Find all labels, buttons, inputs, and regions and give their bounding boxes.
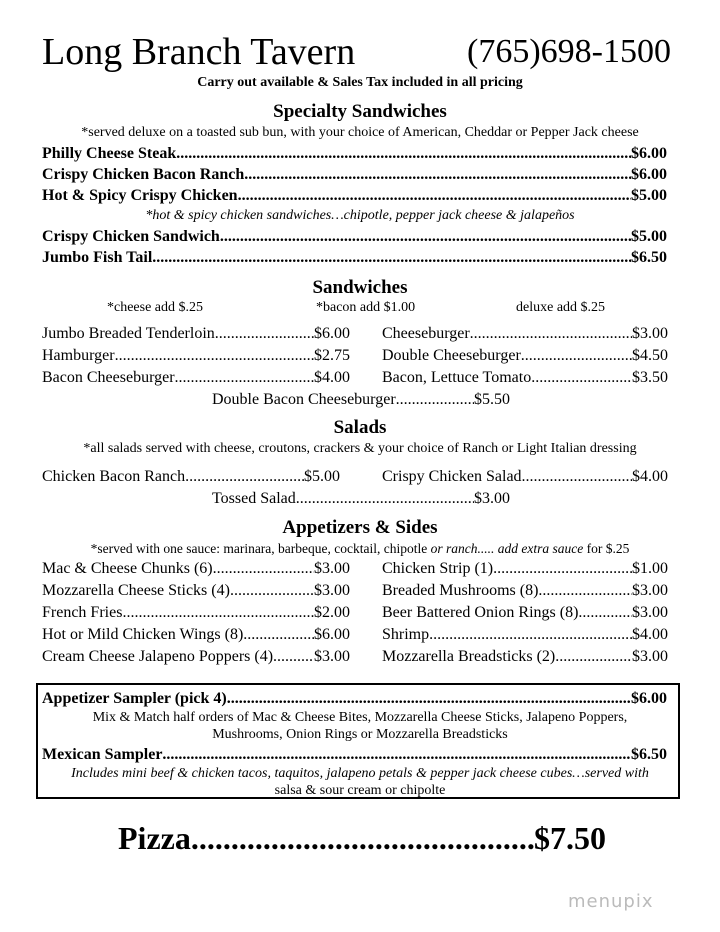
sampler-description: salsa & sour cream or chipolte [274, 783, 446, 798]
menu-item: Double Cheeseburger ..... $4.50 [382, 345, 668, 367]
sampler-description: Includes mini beef & chicken tacos, taquitos, jalapeno petals & pepper jack cheese cubes…served with [71, 766, 649, 781]
menu-item: Crispy Chicken Salad ..... $4.00 [382, 466, 668, 488]
menu-item: Mexican Sampler ..... $6.50 [42, 744, 667, 765]
specialty-note: *served deluxe on a toasted sub bun, with your choice of American, Cheddar or Pepper Jack cheese [81, 125, 639, 140]
menu-item: Philly Cheese Steak ..... $6.00 [42, 143, 667, 164]
menu-item: Breaded Mushrooms (8) ..... $3.00 [382, 580, 668, 602]
salads-heading: Salads [333, 417, 387, 438]
sandwiches-heading: Sandwiches [312, 277, 408, 298]
menu-item: Bacon Cheeseburger ..... $4.00 [42, 367, 350, 389]
menu-item: Jumbo Breaded Tenderloin ..... $6.00 [42, 323, 350, 345]
phone-number: (765)698-1500 [467, 33, 671, 70]
menu-item: Shrimp ..... $4.00 [382, 624, 668, 646]
appetizers-heading: Appetizers & Sides [282, 517, 438, 538]
salads-note: *all salads served with cheese, croutons, crackers & your choice of Ranch or Light Italian dressing [83, 441, 637, 456]
carry-out-note: Carry out available & Sales Tax included in all pricing [197, 75, 523, 90]
menu-item: Crispy Chicken Bacon Ranch ..... $6.00 [42, 164, 667, 185]
sampler-description: Mix & Match half orders of Mac & Cheese Bites, Mozzarella Cheese Sticks, Jalapeno Poppers, [92, 710, 628, 725]
specialty-heading: Specialty Sandwiches [273, 101, 447, 122]
menu-item: Chicken Bacon Ranch ..... $5.00 [42, 466, 340, 488]
menu-item: Mozzarella Cheese Sticks (4) ..... $3.00 [42, 580, 350, 602]
menu-item: French Fries ..... $2.00 [42, 602, 350, 624]
menu-item: Cheeseburger ..... $3.00 [382, 323, 668, 345]
pizza-item: Pizza ..... $7.50 [118, 818, 606, 858]
menu-item: Crispy Chicken Sandwich ..... $5.00 [42, 226, 667, 247]
menu-item: Mac & Cheese Chunks (6) ..... $3.00 [42, 558, 350, 580]
menu-item: Double Bacon Cheeseburger ..... $5.50 [212, 389, 510, 411]
menu-item: Cream Cheese Jalapeno Poppers (4) ..... $3.00 [42, 646, 350, 668]
sampler-description: Mushrooms, Onion Rings or Mozzarella Breadsticks [212, 727, 508, 742]
appetizers-note: *served with one sauce: marinara, barbeque, cocktail, chipotle or ranch..... add extra sauce for $.25 [90, 541, 630, 556]
menu-item: Beer Battered Onion Rings (8) ..... $3.00 [382, 602, 668, 624]
menu-item: Appetizer Sampler (pick 4) ..... $6.00 [42, 688, 667, 709]
restaurant-title: Long Branch Tavern [42, 31, 356, 73]
watermark: menupix [568, 891, 654, 912]
menu-item: Tossed Salad ..... $3.00 [212, 488, 510, 510]
menu-item: Jumbo Fish Tail ..... $6.50 [42, 247, 667, 268]
menu-item: Chicken Strip (1) ..... $1.00 [382, 558, 668, 580]
menu-item: Hot & Spicy Crispy Chicken ..... $5.00 [42, 185, 667, 206]
spicy-note: *hot & spicy chicken sandwiches…chipotle, pepper jack cheese & jalapeños [145, 208, 575, 223]
deluxe-addon: deluxe add $.25 [516, 300, 606, 315]
menu-item: Hamburger ..... $2.75 [42, 345, 350, 367]
menu-item: Mozzarella Breadsticks (2) ..... $3.00 [382, 646, 668, 668]
bacon-addon: *bacon add $1.00 [316, 300, 416, 315]
menu-item: Bacon, Lettuce Tomato ..... $3.50 [382, 367, 668, 389]
menu-item: Hot or Mild Chicken Wings (8) ..... $6.00 [42, 624, 350, 646]
cheese-addon: *cheese add $.25 [107, 300, 204, 315]
